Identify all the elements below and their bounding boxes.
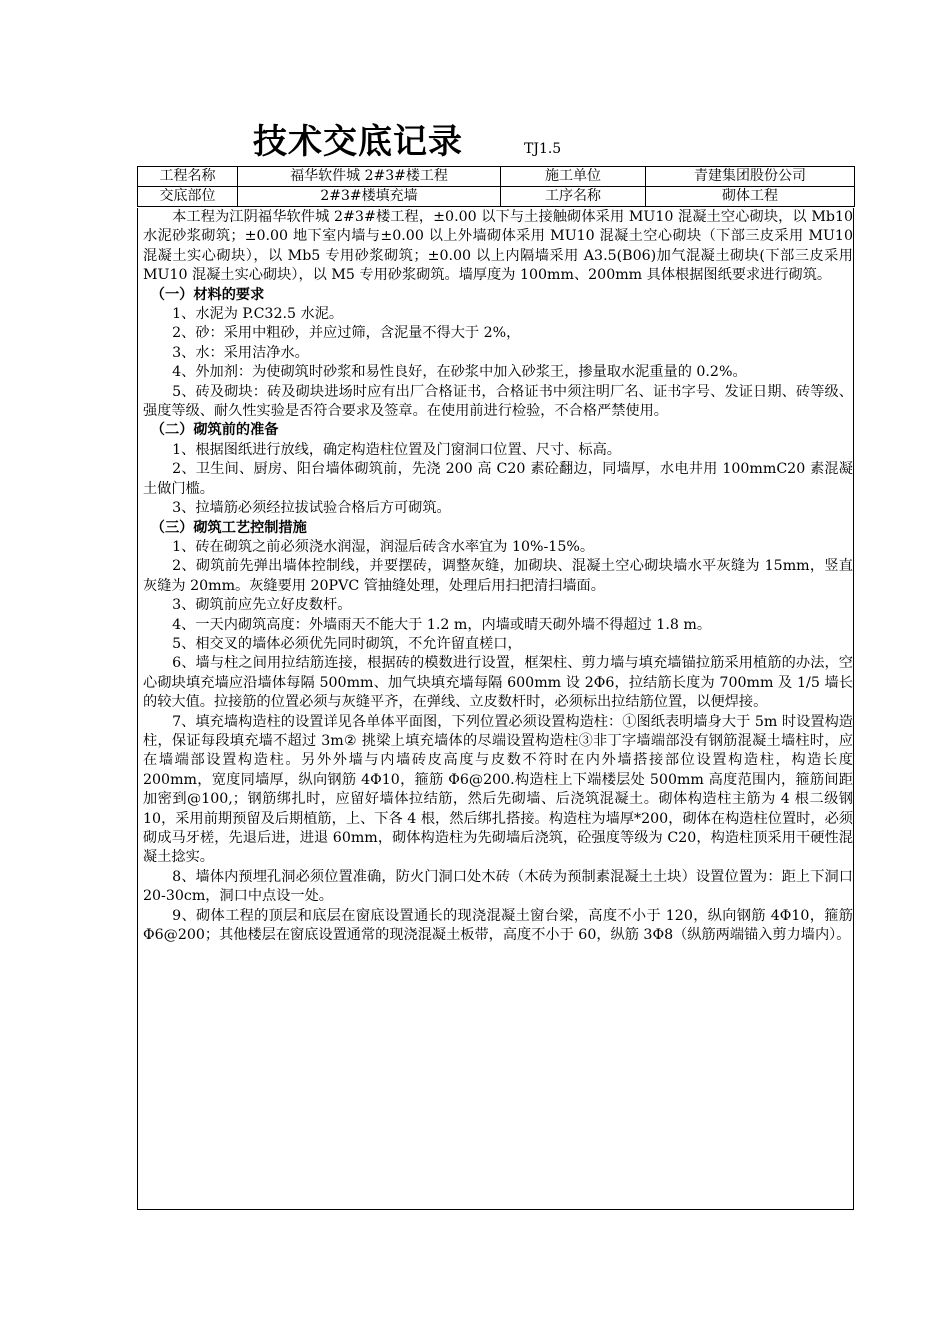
paragraph: 本工程为江阴福华软件城 2#3#楼工程，±0.00 以下与土接触砌体采用 MU10 混凝土空心砌块，以 Mb10 水泥砂浆砌筑；±0.00 地下室内墙与±0.00 以上外墙砌体采用 MU10 混凝土空心砌块（下部三皮采用 MU10 混凝土实心砌块），以 Mb5 专用砂浆砌筑；±0.00 以上内隔墙采用 A3.5(B06)加气混凝土砌块(下部三皮采用 MU10 混凝土实心砌块），以 M5 专用砂浆砌筑。墙厚度为 100mm、200mm 具体根据图纸要求进行砌筑。: [143, 209, 853, 284]
paragraph: 5、相交叉的墙体必须优先同时砌筑，不允许留直槎口，: [172, 635, 522, 652]
paragraph: 5、砖及砌块：砖及砌块进场时应有出厂合格证书，合格证书中须注明厂名、证书字号、发证日期、砖等级、强度等级、耐久性实验是否符合要求及签章。在使用前进行检验，不合格严禁使用。: [143, 383, 853, 420]
project-name-label: 工程名称: [138, 167, 238, 187]
project-name-value: 福华软件城 2#3#楼工程: [238, 167, 501, 187]
location-value: 2#3#楼填充墙: [238, 187, 501, 207]
process-label: 工序名称: [501, 187, 646, 207]
paragraph: 3、拉墙筋必须经拉拔试验合格后方可砌筑。: [172, 500, 451, 517]
paragraph: 2、卫生间、厨房、阳台墙体砌筑前，先浇 200 高 C20 素砼翻边，同墙厚，水电井用 100mmC20 素混凝土做门槛。: [143, 461, 853, 497]
paragraph: 4、外加剂：为使砌筑时砂浆和易性良好，在砂浆中加入砂浆王，掺量取水泥重量的 0.2%。: [172, 364, 747, 381]
paragraph: 3、水：采用洁净水。: [172, 344, 309, 361]
info-table: [137, 166, 855, 207]
paragraph: 3、砌筑前应先立好皮数杆。: [172, 597, 352, 614]
section-heading: （三）砌筑工艺控制措施: [150, 519, 307, 536]
paragraph: 1、根据图纸进行放线，确定构造柱位置及门窗洞口位置、尺寸、标高。: [172, 441, 621, 458]
paragraph: 9、砌体工程的顶层和底层在窗底设置通长的现浇混凝土窗台梁，高度不小于 120，纵向钢筋 4Φ10，箍筋 Φ6@200；其他楼层在窗底设置通常的现浇混凝土板带，高度不小于 60，纵筋 3Φ8（纵筋两端锚入剪力墙内）。: [143, 907, 853, 944]
paragraph: 8、墙体内预埋孔洞必须位置准确，防火门洞口处木砖（木砖为预制素混凝土土块）设置位置为：距上下洞口 20-30cm，洞口中点设一处。: [143, 868, 853, 905]
location-label: 交底部位: [138, 187, 238, 207]
paragraph: 2、砂：采用中粗砂，并应过筛，含泥量不得大于 2%，: [172, 325, 521, 342]
contractor-label: 施工单位: [501, 167, 646, 187]
document-title: 技术交底记录: [253, 122, 463, 162]
title-row: [0, 118, 950, 168]
content-box: [137, 208, 854, 1210]
process-value: 砌体工程: [646, 187, 855, 207]
paragraph: 1、水泥为 P.C32.5 水泥。: [172, 306, 344, 323]
contractor-value: 青建集团股份公司: [646, 167, 855, 187]
paragraph: 2、砌筑前先弹出墙体控制线，并要摆砖，调整灰缝，加砌块、混凝土空心砌块墙水平灰缝为 15mm，竖直灰缝为 20mm。灰缝要用 20PVC 管抽缝处理，处理后用扫把清扫墙面。: [143, 558, 853, 594]
section-heading: （一）材料的要求: [150, 286, 265, 303]
info-row-project: [138, 167, 855, 187]
paragraph: 7、填充墙构造柱的设置详见各单体平面图，下列位置必须设置构造柱：①图纸表明墙身大于 5m 时设置构造柱，保证每段填充墙不超过 3m② 挑梁上填充墙体的尽端设置构造柱③非丁字墙端部没有钢筋混凝土墙柱时，应在墙端部设置构造柱。另外外墙与内墙砖皮高度与皮数不符时在内外墙搭接部位设置构造柱，构造长度 200mm，宽度同墙厚，纵向钢筋 4Φ10，箍筋 Φ6@200.构造柱上下端楼层处 500mm 高度范围内，箍筋间距加密到@100,；钢筋绑扎时，应留好墙体拉结筋，然后先砌墙、后浇筑混凝土。砌体构造柱主筋为 4 根二级钢 10，采用前期预留及后期植筋，上、下各 4 根，然后绑扎搭接。构造柱为墙厚*200，砌体在构造柱位置时，必须砌成马牙槎，先退后进，进退 60mm，砌体构造柱为先砌墙后浇筑，砼强度等级为 C20，构造柱顶采用干硬性混凝土捻实。: [143, 713, 853, 866]
paragraph: 1、砖在砌筑之前必须浇水润湿，润湿后砖含水率宜为 10%-15%。: [172, 538, 595, 555]
paragraph: 6、墙与柱之间用拉结筋连接，根据砖的模数进行设置，框架柱、剪力墙与填充墙锚拉筋采用植筋的办法，空心砌块填充墙应沿墙体每隔 500mm、加气块填充墙每隔 600mm 设 2Φ6，拉结筋长度为 700mm 及 1/5 墙长的较大值。拉接筋的位置必须与灰缝平齐，在弹线、立皮数杆时，必须标出拉结筋位置，以便焊接。: [143, 655, 853, 711]
paragraph: 4、一天内砌筑高度：外墙雨天不能大于 1.2 m，内墙或晴天砌外墙不得超过 1.8 m。: [172, 616, 712, 633]
section-heading: （二）砌筑前的准备: [150, 422, 279, 439]
info-row-location: [138, 187, 855, 207]
document-code: TJ1.5: [524, 141, 562, 157]
